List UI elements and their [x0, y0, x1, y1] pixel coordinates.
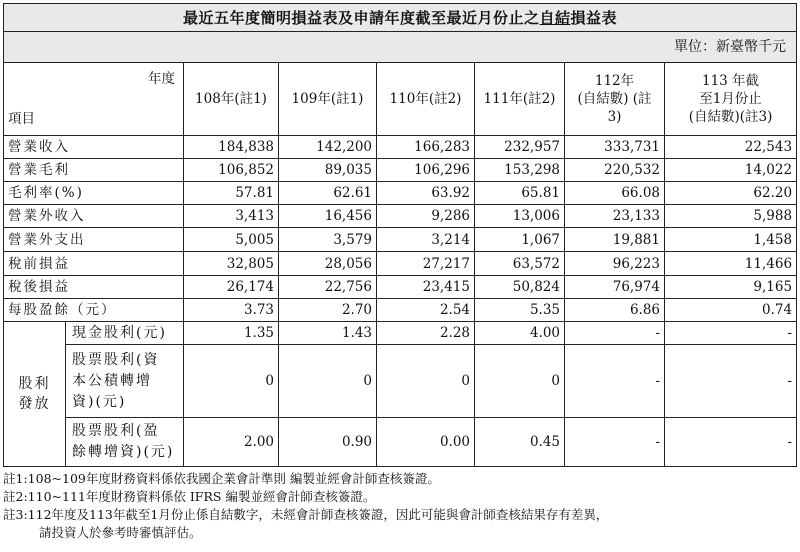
- table-row: [4, 205, 797, 228]
- cell-value: 96,223: [565, 252, 665, 276]
- row-label: 稅後損益: [4, 276, 184, 299]
- cell-value: 5.35: [475, 299, 565, 322]
- table-row: [4, 136, 797, 159]
- title-underlined: 自結: [539, 9, 571, 27]
- cell-value: 3,214: [377, 228, 475, 252]
- cell-value: 142,200: [279, 136, 377, 159]
- cell-value: 19,881: [565, 228, 665, 252]
- income-statement-sheet: [3, 3, 796, 467]
- cell-value: 9,165: [665, 276, 797, 299]
- cell-value: 184,838: [184, 136, 279, 159]
- cell-value: 22,543: [665, 136, 797, 159]
- cell-value: 27,217: [377, 252, 475, 276]
- row-label: 稅前損益: [4, 252, 184, 276]
- cell-value: 32,805: [184, 252, 279, 276]
- cell-value: 0: [377, 345, 475, 418]
- cell-value: 4.00: [475, 322, 565, 345]
- cell-value: -: [665, 322, 797, 345]
- cell-value: 3,413: [184, 205, 279, 228]
- cell-value: 50,824: [475, 276, 565, 299]
- row-label: 營業毛利: [4, 159, 184, 182]
- corner-header: [4, 63, 184, 136]
- cell-value: 22,756: [279, 276, 377, 299]
- cell-value: 0.90: [279, 418, 377, 467]
- cell-value: 9,286: [377, 205, 475, 228]
- footnote-2: 註2:110~111年度財務資料係依 IFRS 編製並經會計師查核簽證。: [3, 489, 376, 504]
- dividend-group-label: 股利 發放: [4, 322, 66, 467]
- cell-value: 2.28: [377, 322, 475, 345]
- row-label: 毛利率(%): [4, 182, 184, 205]
- cell-value: 166,283: [377, 136, 475, 159]
- cell-value: 0: [279, 345, 377, 418]
- cell-value: 2.54: [377, 299, 475, 322]
- cell-value: 16,456: [279, 205, 377, 228]
- table-row: [4, 299, 797, 322]
- cell-value: -: [665, 418, 797, 467]
- column-header-109: 109年(註1): [279, 63, 377, 136]
- cell-value: 2.00: [184, 418, 279, 467]
- cell-value: 65.81: [475, 182, 565, 205]
- dividend-row-label: 現金股利(元): [66, 322, 184, 345]
- cell-value: 57.81: [184, 182, 279, 205]
- cell-value: 13,006: [475, 205, 565, 228]
- cell-value: 63,572: [475, 252, 565, 276]
- corner-year-label: 年度: [148, 71, 175, 87]
- income-statement-table: [3, 3, 797, 467]
- unit-label: 單位：新臺幣千元: [4, 32, 797, 63]
- cell-value: 14,022: [665, 159, 797, 182]
- cell-value: 1.35: [184, 322, 279, 345]
- cell-value: 0.45: [475, 418, 565, 467]
- cell-value: 23,133: [565, 205, 665, 228]
- cell-value: 23,415: [377, 276, 475, 299]
- row-label: 營業外支出: [4, 228, 184, 252]
- cell-value: 89,035: [279, 159, 377, 182]
- cell-value: 153,298: [475, 159, 565, 182]
- cell-value: 0.00: [377, 418, 475, 467]
- cell-value: 3.73: [184, 299, 279, 322]
- cell-value: 232,957: [475, 136, 565, 159]
- cell-value: 0.74: [665, 299, 797, 322]
- cell-value: 26,174: [184, 276, 279, 299]
- table-row: [4, 276, 797, 299]
- dividend-row-earnings: [4, 418, 797, 467]
- cell-value: 2.70: [279, 299, 377, 322]
- cell-value: 0: [475, 345, 565, 418]
- table-row: [4, 159, 797, 182]
- column-header-113: 113 年截 至1月份止 (自結數)(註3): [665, 63, 797, 136]
- table-title: [4, 4, 797, 32]
- cell-value: 106,296: [377, 159, 475, 182]
- cell-value: 62.61: [279, 182, 377, 205]
- cell-value: 5,005: [184, 228, 279, 252]
- table-row: [4, 182, 797, 205]
- table-row: [4, 228, 797, 252]
- title-part1: 最近五年度簡明損益表及申請年度截至最近月份止之: [183, 9, 540, 27]
- cell-value: -: [565, 418, 665, 467]
- footnotes: [3, 470, 798, 542]
- footnote-3-continued: 請投資人於參考時審慎評估。: [39, 525, 202, 540]
- corner-item-label: 項目: [8, 111, 35, 127]
- cell-value: 6.86: [565, 299, 665, 322]
- column-header-110: 110年(註2): [377, 63, 475, 136]
- cell-value: 76,974: [565, 276, 665, 299]
- row-label: 營業收入: [4, 136, 184, 159]
- cell-value: 1.43: [279, 322, 377, 345]
- dividend-row-label: 股票股利(盈 餘轉增資)(元): [66, 418, 184, 467]
- cell-value: 28,056: [279, 252, 377, 276]
- cell-value: 1,067: [475, 228, 565, 252]
- dividend-row-cash: [4, 322, 797, 345]
- column-header-108: 108年(註1): [184, 63, 279, 136]
- dividend-row-label: 股票股利(資 本公積轉增 資)(元): [66, 345, 184, 418]
- cell-value: 5,988: [665, 205, 797, 228]
- cell-value: 3,579: [279, 228, 377, 252]
- cell-value: -: [565, 345, 665, 418]
- cell-value: 220,532: [565, 159, 665, 182]
- column-header-111: 111年(註2): [475, 63, 565, 136]
- row-label: 每股盈餘（元）: [4, 299, 184, 322]
- cell-value: 333,731: [565, 136, 665, 159]
- footnote-1: 註1:108~109年度財務資料係依我國企業會計準則 編製並經會計師查核簽證。: [3, 471, 440, 486]
- cell-value: 66.08: [565, 182, 665, 205]
- row-label: 營業外收入: [4, 205, 184, 228]
- cell-value: 106,852: [184, 159, 279, 182]
- cell-value: -: [565, 322, 665, 345]
- cell-value: 11,466: [665, 252, 797, 276]
- cell-value: -: [665, 345, 797, 418]
- dividend-row-capital-reserve: [4, 345, 797, 418]
- table-row: [4, 252, 797, 276]
- footnote-3: 註3:112年度及113年截至1月份止係自結數字，未經會計師查核簽證，因此可能與會計師查核結果存有差異，: [3, 507, 609, 522]
- title-part2: 損益表: [570, 9, 618, 27]
- cell-value: 0: [184, 345, 279, 418]
- cell-value: 62.20: [665, 182, 797, 205]
- column-header-112: 112年 (自結數) (註 3): [565, 63, 665, 136]
- cell-value: 1,458: [665, 228, 797, 252]
- cell-value: 63.92: [377, 182, 475, 205]
